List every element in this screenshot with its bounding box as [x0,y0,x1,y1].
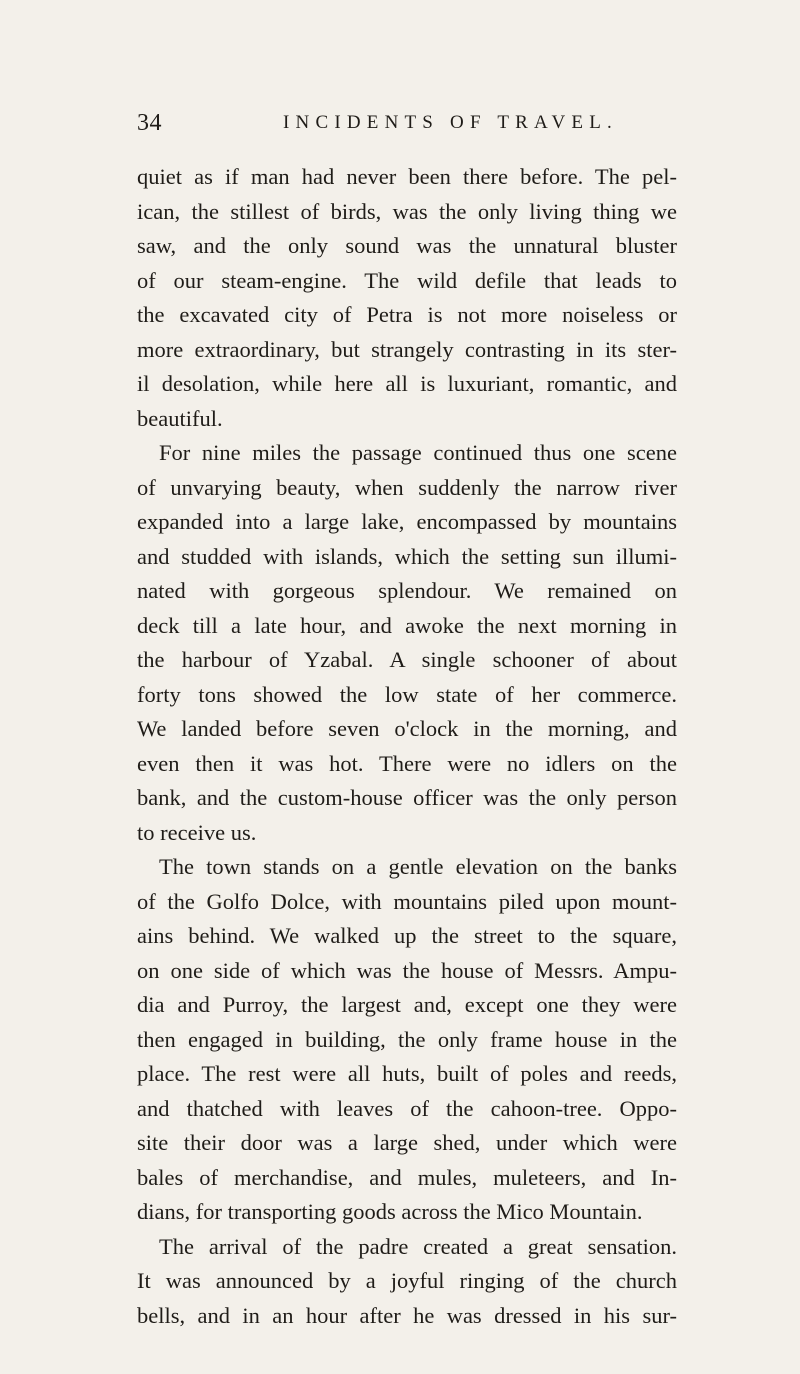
text-line: then engaged in building, the only frame house in the [137,1026,677,1052]
text-line: even then it was hot. There were no idlers on the [137,750,677,776]
text-line: expanded into a large lake, encompassed by mountains [137,509,677,534]
text-line: The arrival of the padre created a great sensation. [159,1233,677,1259]
text-line: bank, and the custom-house officer was the only person [137,785,677,810]
text-line: quiet as if man had never been there before. The pel- [137,164,677,189]
text-line: nated with gorgeous splendour. We remained on [137,578,677,603]
text-line: ican, the stillest of birds, was the only living thing we [137,198,677,224]
text-line: dians, for transporting goods across the Mico Mountain. [137,1199,643,1224]
text-line: dia and Purroy, the largest and, except one they were [137,992,677,1017]
running-title: INCIDENTS OF TRAVEL. [283,112,618,133]
text-line: site their door was a large shed, under which were [137,1130,677,1155]
running-head [137,110,677,142]
text-line: of the Golfo Dolce, with mountains piled upon mount- [137,888,677,914]
text-line: of our steam-engine. The wild defile that leads to [137,267,677,293]
text-line: the excavated city of Petra is not more noiseless or [137,302,677,327]
text-line: on one side of which was the house of Messrs. Ampu- [137,957,677,983]
page-number: 34 [137,110,162,136]
text-line: to receive us. [137,819,257,845]
text-line: and studded with islands, which the setting sun illumi- [137,543,677,569]
text-line: deck till a late hour, and awoke the next morning in [137,612,677,638]
body-text [137,160,677,1333]
text-line: forty tons showed the low state of her commerce. [137,681,677,707]
text-line: bales of merchandise, and mules, muleteers, and In- [137,1164,677,1190]
text-line: We landed before seven o'clock in the morning, and [137,716,677,741]
text-line: The town stands on a gentle elevation on the banks [159,854,677,879]
text-line: il desolation, while here all is luxuriant, romantic, and [137,371,677,396]
text-line: of unvarying beauty, when suddenly the narrow river [137,474,677,500]
text-line: For nine miles the passage continued thus one scene [159,440,677,465]
text-line: bells, and in an hour after he was dressed in his sur- [137,1302,677,1328]
text-line: place. The rest were all huts, built of poles and reeds, [137,1061,677,1086]
text-line: saw, and the only sound was the unnatural bluster [137,233,677,258]
text-line: the harbour of Yzabal. A single schooner of about [137,647,677,672]
text-line: beautiful. [137,405,223,431]
text-line: and thatched with leaves of the cahoon-tree. Oppo- [137,1095,677,1121]
text-line: more extraordinary, but strangely contrasting in its ster- [137,336,677,362]
text-line: ains behind. We walked up the street to the square, [137,923,677,948]
text-line: It was announced by a joyful ringing of the church [137,1268,677,1293]
